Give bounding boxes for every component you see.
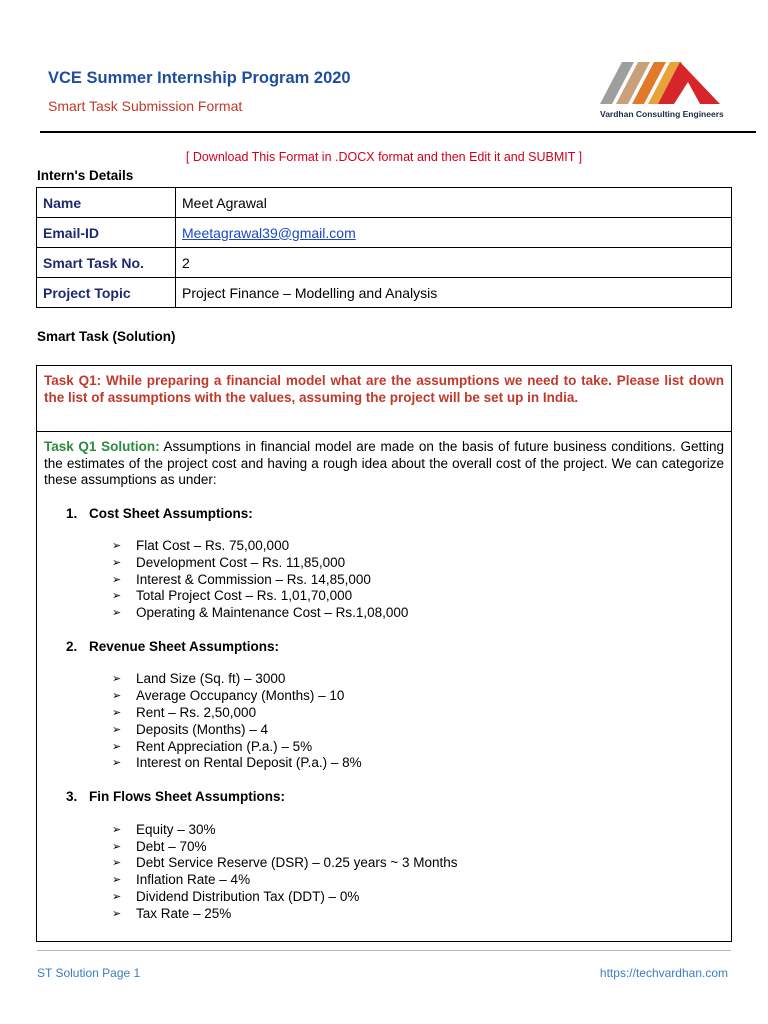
arrow-bullet-icon: ➢: [112, 590, 122, 603]
arrow-bullet-icon: ➢: [112, 573, 122, 586]
footer-divider: [37, 950, 731, 951]
list-item: ➢ Rent Appreciation (P.a.) – 5%: [112, 738, 313, 754]
list-item: ➢ Dividend Distribution Tax (DDT) – 0%: [112, 888, 360, 904]
arrow-bullet-icon: ➢: [112, 723, 122, 736]
arrow-bullet-icon: ➢: [112, 823, 122, 836]
arrow-bullet-icon: ➢: [112, 673, 122, 686]
solution-intro: [44, 439, 724, 489]
list-item: ➢ Operating & Maintenance Cost – Rs.1,08,000: [112, 605, 409, 621]
section-heading-revenue: [66, 639, 724, 656]
list-item: ➢ Land Size (Sq. ft) – 3000: [112, 671, 286, 687]
task-question: Task Q1: While preparing a financial model what are the assumptions we need to take. Please list down the list of assumptions with the values, assuming the project will be set up in India.: [37, 366, 731, 432]
solution-intro-text: Assumptions in financial model are made on the basis of future business conditions. Getting the estimates of the project cost and having a rough idea about the overall cost of the project. We can categorize these assumptions as under:: [44, 439, 724, 487]
section-heading-cost: [66, 506, 724, 523]
solution-label: Task Q1 Solution:: [44, 439, 160, 454]
program-title: VCE Summer Internship Program 2020: [48, 69, 351, 87]
project-topic-value: Project Finance – Modelling and Analysis: [176, 278, 732, 308]
table-row: [37, 188, 732, 218]
email-cell: [176, 218, 732, 248]
cost-assumptions-list: [44, 538, 724, 622]
header-divider: [40, 131, 756, 133]
list-item: ➢ Rent – Rs. 2,50,000: [112, 705, 257, 721]
email-link[interactable]: Meetagrawal39@gmail.com: [182, 224, 356, 241]
list-item: ➢ Inflation Rate – 4%: [112, 872, 251, 888]
interns-details-table: [36, 187, 732, 308]
section-title: Fin Flows Sheet Assumptions:: [89, 789, 286, 805]
task-number-value: 2: [176, 248, 732, 278]
section-number: 3.: [66, 789, 78, 805]
project-topic-label: Project Topic: [37, 278, 176, 308]
task-number-label: Smart Task No.: [37, 248, 176, 278]
arrow-bullet-icon: ➢: [112, 556, 122, 569]
list-item: ➢ Flat Cost – Rs. 75,00,000: [112, 538, 290, 553]
section-number: 1.: [66, 505, 78, 521]
arrow-bullet-icon: ➢: [112, 757, 122, 770]
section-title: Cost Sheet Assumptions:: [89, 505, 253, 521]
arrow-bullet-icon: ➢: [112, 907, 122, 920]
arrow-bullet-icon: ➢: [112, 540, 122, 552]
section-heading-fin-flows: [66, 789, 724, 806]
list-item: ➢ Development Cost – Rs. 11,85,000: [112, 554, 346, 570]
revenue-assumptions-list: [44, 671, 724, 772]
list-item: ➢ Debt Service Reserve (DSR) – 0.25 years ~ 3 Months: [112, 855, 458, 871]
interns-details-heading: Intern's Details: [37, 168, 134, 183]
smart-task-heading: Smart Task (Solution): [37, 329, 176, 344]
task-answer: [37, 432, 731, 923]
table-row: [37, 248, 732, 278]
arrow-bullet-icon: ➢: [112, 874, 122, 887]
list-item: ➢ Equity – 30%: [112, 821, 216, 837]
arrow-bullet-icon: ➢: [112, 840, 122, 853]
footer-page-label: ST Solution Page 1: [37, 966, 141, 980]
name-value: Meet Agrawal: [176, 188, 732, 218]
solution-box: [36, 365, 732, 942]
table-row: [37, 218, 732, 248]
section-title: Revenue Sheet Assumptions:: [89, 638, 280, 654]
arrow-bullet-icon: ➢: [112, 607, 122, 620]
section-number: 2.: [66, 638, 78, 654]
footer-website-link[interactable]: https://techvardhan.com: [599, 966, 728, 980]
arrow-bullet-icon: ➢: [112, 740, 122, 753]
list-item: ➢ Tax Rate – 25%: [112, 905, 232, 921]
fin-flows-assumptions-list: [44, 822, 724, 923]
arrow-bullet-icon: ➢: [112, 690, 122, 703]
list-item: ➢ Deposits (Months) – 4: [112, 721, 269, 737]
list-item: ➢ Debt – 70%: [112, 838, 207, 854]
table-row: [37, 278, 732, 308]
list-item: ➢ Interest on Rental Deposit (P.a.) – 8%: [112, 755, 362, 771]
download-note: [ Download This Format in .DOCX format and then Edit it and SUBMIT ]: [185, 150, 583, 164]
arrow-bullet-icon: ➢: [112, 890, 122, 903]
name-label: Name: [37, 188, 176, 218]
format-subtitle: Smart Task Submission Format: [48, 98, 243, 114]
list-item: ➢ Total Project Cost – Rs. 1,01,70,000: [112, 588, 353, 604]
logo-text: Vardhan Consulting Engineers: [600, 109, 724, 119]
list-item: ➢ Average Occupancy (Months) – 10: [112, 688, 345, 704]
arrow-bullet-icon: ➢: [112, 857, 122, 870]
arrow-bullet-icon: ➢: [112, 707, 122, 720]
email-label: Email-ID: [37, 218, 176, 248]
list-item: ➢ Interest & Commission – Rs. 14,85,000: [112, 571, 371, 587]
